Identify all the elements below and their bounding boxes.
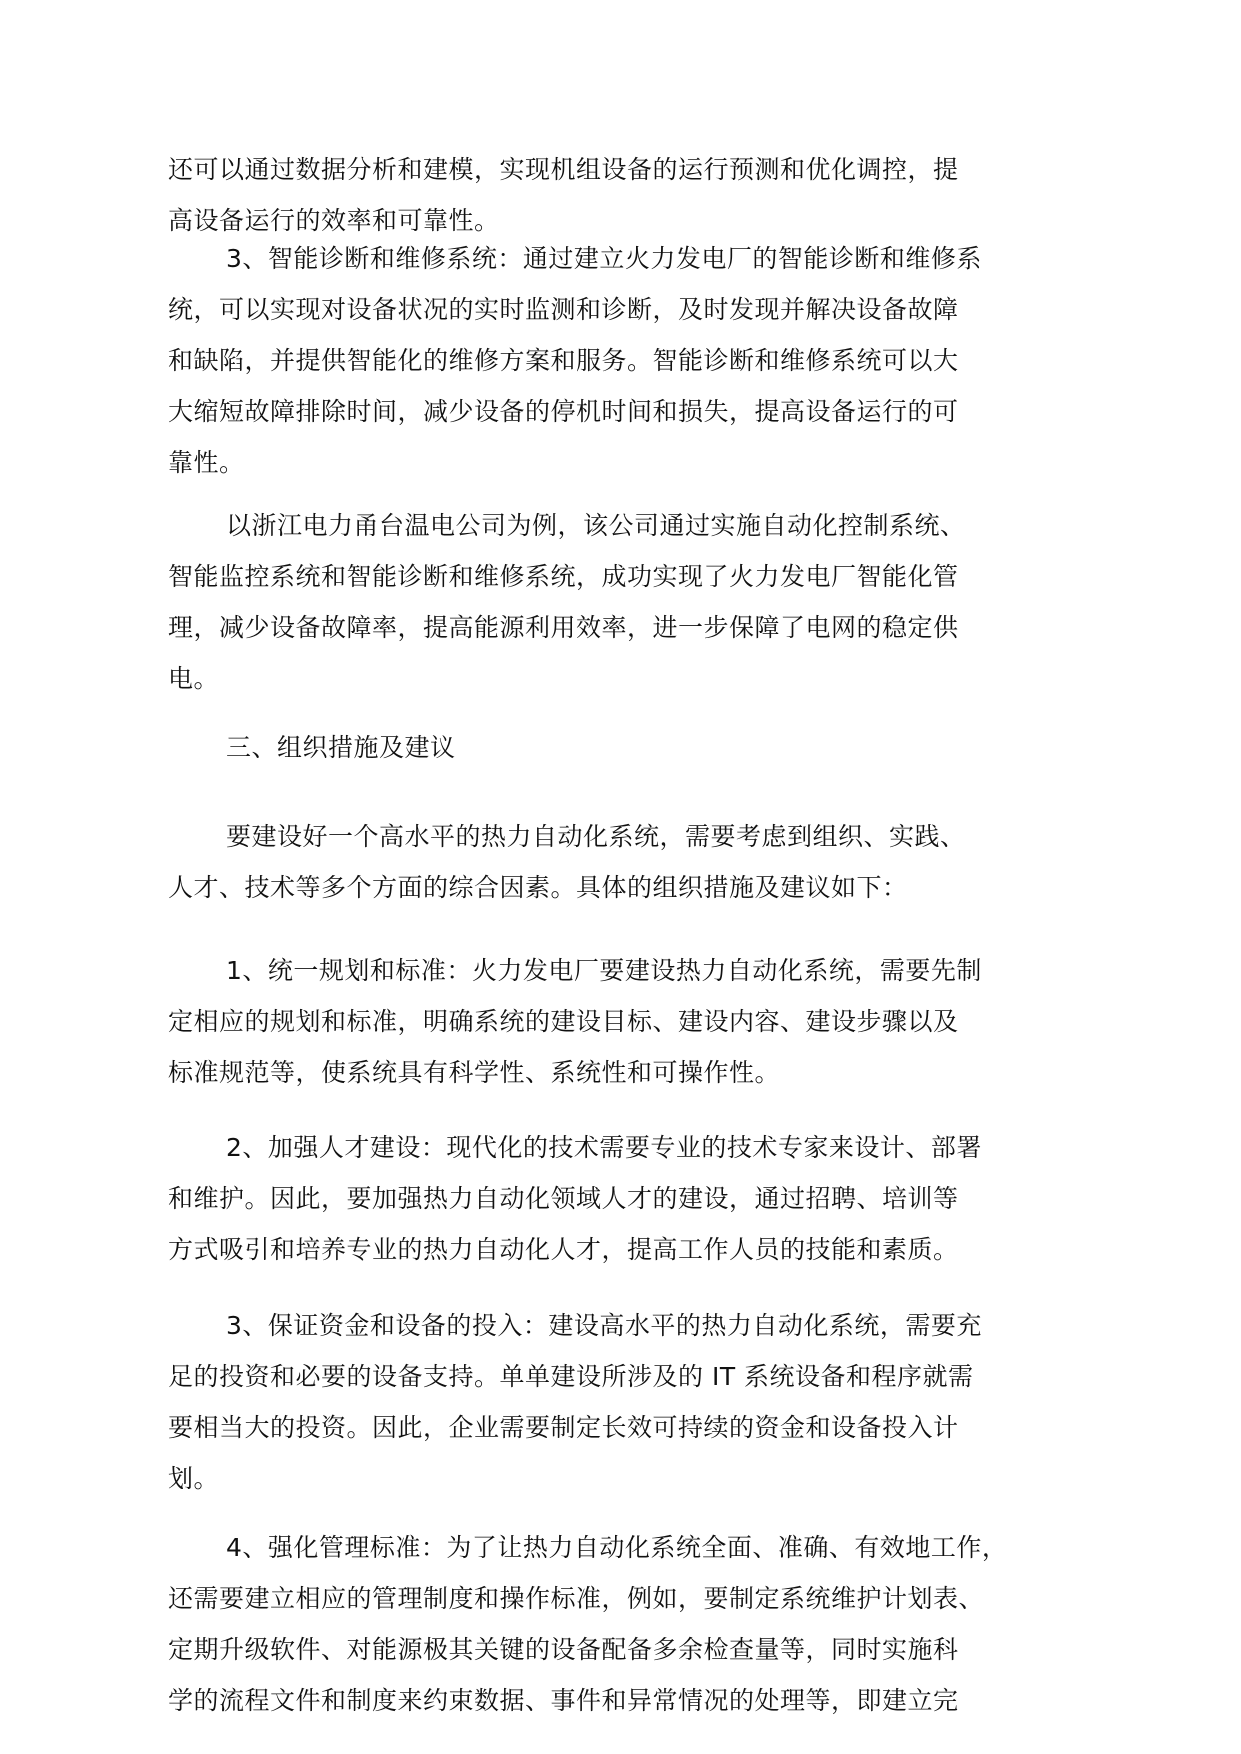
text-line: 定相应的规划和标准，明确系统的建设目标、建设内容、建设步骤以及 xyxy=(168,1007,959,1036)
text-line: 定期升级软件、对能源极其关键的设备配备多余检查量等，同时实施科 xyxy=(168,1635,959,1664)
text-line: 方式吸引和培养专业的热力自动化人才，提高工作人员的技能和素质。 xyxy=(168,1235,959,1264)
text-line: 标准规范等，使系统具有科学性、系统性和可操作性。 xyxy=(168,1058,781,1087)
text-line: 人才、技术等多个方面的综合因素。具体的组织措施及建议如下： xyxy=(168,873,908,902)
section-heading xyxy=(168,722,456,773)
paragraph-intro-measures xyxy=(168,811,966,913)
text-line: 学的流程文件和制度来约束数据、事件和异常情况的处理等，即建立完 xyxy=(168,1686,959,1715)
paragraph-zhejiang-example xyxy=(168,500,966,704)
text-line: 理，减少设备故障率，提高能源利用效率，进一步保障了电网的稳定供 xyxy=(168,613,959,642)
paragraph-measure-4 xyxy=(168,1522,1007,1726)
paragraph-measure-3 xyxy=(168,1300,982,1504)
text-line: 以浙江电力甬台温电公司为例，该公司通过实施自动化控制系统、 xyxy=(226,511,966,540)
text-line: 智能监控系统和智能诊断和维修系统，成功实现了火力发电厂智能化管 xyxy=(168,562,959,591)
paragraph-continuation xyxy=(168,144,959,246)
text-line: 电。 xyxy=(168,664,220,693)
text-line: 3、保证资金和设备的投入：建设高水平的热力自动化系统，需要充 xyxy=(226,1311,982,1340)
text-line: 统，可以实现对设备状况的实时监测和诊断，及时发现并解决设备故障 xyxy=(168,295,959,324)
text-line: 三、组织措施及建议 xyxy=(226,733,456,762)
text-line: 2、加强人才建设：现代化的技术需要专业的技术专家来设计、部署 xyxy=(226,1133,982,1162)
paragraph-intelligent-diagnosis xyxy=(168,233,982,488)
text-line: 和缺陷，并提供智能化的维修方案和服务。智能诊断和维修系统可以大 xyxy=(168,346,959,375)
text-line: 3、智能诊断和维修系统：通过建立火力发电厂的智能诊断和维修系 xyxy=(226,244,982,273)
text-line: 还需要建立相应的管理制度和操作标准，例如，要制定系统维护计划表、 xyxy=(168,1584,985,1613)
paragraph-measure-2 xyxy=(168,1122,982,1275)
text-line: 大缩短故障排除时间，减少设备的停机时间和损失，提高设备运行的可 xyxy=(168,397,959,426)
text-line: 划。 xyxy=(168,1464,220,1493)
text-line: 要建设好一个高水平的热力自动化系统，需要考虑到组织、实践、 xyxy=(226,822,966,851)
text-line: 还可以通过数据分析和建模，实现机组设备的运行预测和优化调控，提 xyxy=(168,155,959,184)
text-line: 足的投资和必要的设备支持。单单建设所涉及的 IT 系统设备和程序就需 xyxy=(168,1362,974,1391)
text-line: 和维护。因此，要加强热力自动化领域人才的建设，通过招聘、培训等 xyxy=(168,1184,959,1213)
text-line: 要相当大的投资。因此，企业需要制定长效可持续的资金和设备投入计 xyxy=(168,1413,959,1442)
paragraph-measure-1 xyxy=(168,945,982,1098)
text-line: 1、统一规划和标准：火力发电厂要建设热力自动化系统，需要先制 xyxy=(226,956,982,985)
text-line: 高设备运行的效率和可靠性。 xyxy=(168,206,500,235)
text-line: 靠性。 xyxy=(168,448,245,477)
text-line: 4、强化管理标准：为了让热力自动化系统全面、准确、有效地工作， xyxy=(226,1533,1008,1562)
